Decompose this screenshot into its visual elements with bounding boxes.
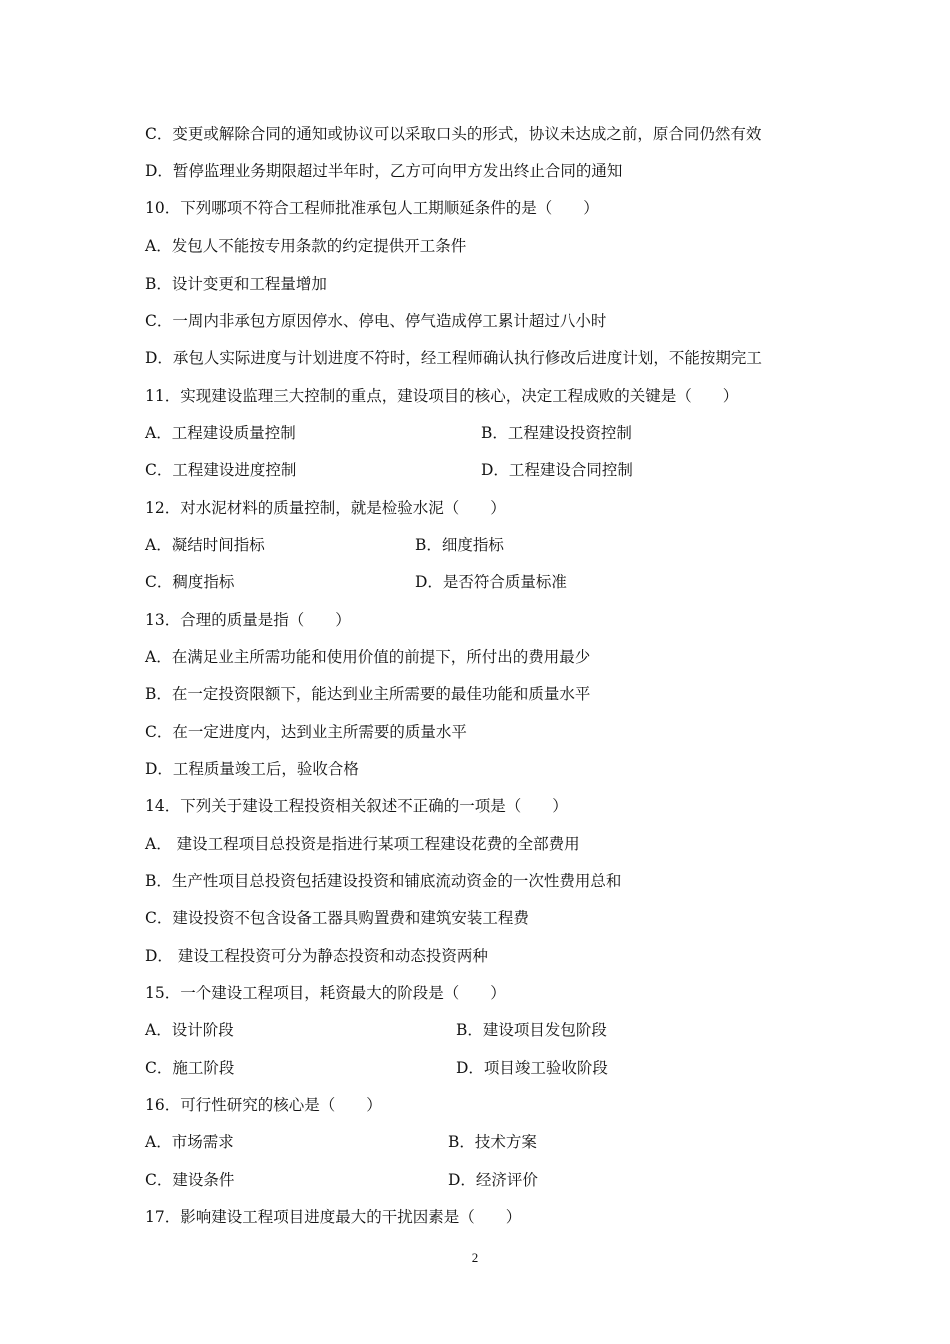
option-b-q15: B．建设项目发包阶段 bbox=[456, 1021, 607, 1039]
question-13: 13．合理的质量是指（ ） bbox=[145, 611, 351, 629]
question-17: 17．影响建设工程项目进度最大的干扰因素是（ ） bbox=[145, 1208, 522, 1226]
question-10: 10．下列哪项不符合工程师批准承包人工期顺延条件的是（ ） bbox=[145, 199, 599, 217]
option-a-q13: A．在满足业主所需功能和使用价值的前提下，所付出的费用最少 bbox=[145, 648, 591, 666]
option-d-q16: D．经济评价 bbox=[448, 1171, 538, 1189]
option-a-q12: A．凝结时间指标 bbox=[145, 536, 265, 554]
question-14: 14．下列关于建设工程投资相关叙述不正确的一项是（ ） bbox=[145, 797, 568, 815]
option-c-q14: C．建设投资不包含设备工器具购置费和建筑安装工程费 bbox=[145, 909, 529, 927]
question-11: 11．实现建设监理三大控制的重点，建设项目的核心，决定工程成败的关键是（ ） bbox=[145, 387, 739, 405]
option-b-q12: B．细度指标 bbox=[415, 536, 504, 554]
option-d-q9: D．暂停监理业务期限超过半年时，乙方可向甲方发出终止合同的通知 bbox=[145, 162, 623, 180]
option-c-q15: C．施工阶段 bbox=[145, 1059, 235, 1077]
option-a-q16: A．市场需求 bbox=[145, 1133, 234, 1151]
option-c-q13: C．在一定进度内，达到业主所需要的质量水平 bbox=[145, 723, 467, 741]
option-b-q11: B．工程建设投资控制 bbox=[481, 424, 632, 442]
option-b-q10: B．设计变更和工程量增加 bbox=[145, 275, 327, 293]
option-a-q11: A．工程建设质量控制 bbox=[145, 424, 296, 442]
option-a-q14: A． 建设工程项目总投资是指进行某项工程建设花费的全部费用 bbox=[145, 835, 580, 853]
question-12: 12．对水泥材料的质量控制，就是检验水泥（ ） bbox=[145, 499, 506, 517]
option-b-q13: B．在一定投资限额下，能达到业主所需要的最佳功能和质量水平 bbox=[145, 685, 591, 703]
option-d-q14: D． 建设工程投资可分为静态投资和动态投资两种 bbox=[145, 947, 488, 965]
option-c-q12: C．稠度指标 bbox=[145, 573, 235, 591]
option-a-q10: A．发包人不能按专用条款的约定提供开工条件 bbox=[145, 237, 467, 255]
page-number: 2 bbox=[471, 1250, 479, 1265]
option-c-q11: C．工程建设进度控制 bbox=[145, 461, 297, 479]
option-a-q15: A．设计阶段 bbox=[145, 1021, 234, 1039]
option-b-q14: B．生产性项目总投资包括建设投资和铺底流动资金的一次性费用总和 bbox=[145, 872, 622, 890]
option-b-q16: B．技术方案 bbox=[448, 1133, 537, 1151]
question-15: 15．一个建设工程项目，耗资最大的阶段是（ ） bbox=[145, 984, 506, 1002]
option-d-q13: D．工程质量竣工后，验收合格 bbox=[145, 760, 359, 778]
option-c-q16: C．建设条件 bbox=[145, 1171, 235, 1189]
option-d-q10: D．承包人实际进度与计划进度不符时，经工程师确认执行修改后进度计划，不能按期完工 bbox=[145, 349, 762, 367]
option-c-q10: C．一周内非承包方原因停水、停电、停气造成停工累计超过八小时 bbox=[145, 312, 607, 330]
question-16: 16．可行性研究的核心是（ ） bbox=[145, 1096, 382, 1114]
option-c-q9: C．变更或解除合同的通知或协议可以采取口头的形式，协议未达成之前，原合同仍然有效 bbox=[145, 125, 762, 143]
option-d-q12: D．是否符合质量标准 bbox=[415, 573, 567, 591]
option-d-q11: D．工程建设合同控制 bbox=[481, 461, 633, 479]
option-d-q15: D．项目竣工验收阶段 bbox=[456, 1059, 608, 1077]
